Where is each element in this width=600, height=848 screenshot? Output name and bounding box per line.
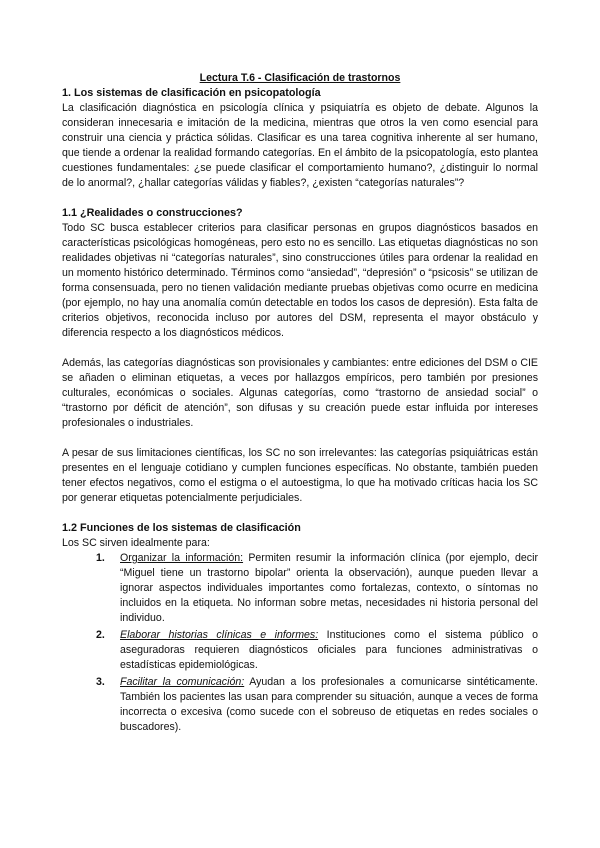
spacer: [62, 341, 538, 356]
section-1-paragraph: La clasificación diagnóstica en psicología clínica y psiquiatría es objeto de debate. Algunos la consideran innecesaria e imitación de la medicina, mientras que otros la ven como esencial para construir una ciencia y práctica sólidas. Clasificar es una tarea cognitiva inherente al ser humano, que tiende a ordenar la realidad formando categorías. En el ámbito de la psicopatología, esto plantea cuestiones fundamentales: ¿se puede clasificar el comportamiento humano?, ¿distinguir lo normal de lo anormal?, ¿hallar categorías válidas y fiables?, ¿existen “categorías naturales”?: [62, 102, 538, 189]
document-body: [62, 71, 538, 737]
section-1-heading: 1. Los sistemas de clasificación en psicopatología: [62, 87, 321, 99]
spacer: [62, 191, 538, 206]
section-1-2-intro: Los SC sirven idealmente para:: [62, 537, 210, 549]
section-1-1-paragraph-3: A pesar de sus limitaciones científicas, los SC no son irrelevantes: las categorías psiquiátricas están presentes en el lenguaje cotidiano y cumplen funciones específicas. No obstante, también pueden tener efectos negativos, como el estigma o el autoestigma, lo que ha motivado críticas hacia los SC por generar etiquetas potencialmente perjudiciales.: [62, 447, 538, 504]
list-item-text: Permiten resumir la información clínica (por ejemplo, decir “Miguel tiene un trastorno bipolar” orienta la observación), aunque pueden llevar a ignorar aspectos individuales importantes como fortalezas, contexto, o síntomas no incluidos en la etiqueta. No informan sobre metas, necesidades ni historia personal del individuo.: [120, 552, 538, 624]
list-item-text: Instituciones como el sistema público o aseguradoras requieren diagnósticos oficiales para funciones administrativas o estadísticas epidemiológicas.: [120, 629, 538, 671]
list-item-number: 3.: [96, 676, 105, 688]
list-item-text: Ayudan a los profesionales a comunicarse sintéticamente. También los pacientes las usan para comprender su situación, aunque a veces de forma incorrecta o excesiva (como sucede con el sobreuso de etiquetas en redes sociales o buscadores).: [120, 676, 539, 733]
section-1-1-paragraph-1: Todo SC busca establecer criterios para clasificar personas en grupos diagnósticos basados en características psicológicas homogéneas, pero esto no es sencillo. Las etiquetas diagnósticas no son realidades objetivas ni “categorías naturales”, sino construcciones útiles para ordenar la realidad en un momento histórico determinado. Términos como “ansiedad”, “depresión” o “psicosis” se utilizan de forma consensuada, pero no tienen validación mediante pruebas objetivas como ocurre en medicina (por ejemplo, no hay una anomalía común detectable en todos los casos de depresión). Esta falta de criterios objetivos, reconocida incluso por autores del DSM, representa el mayor obstáculo y diferencia respecto a los diagnósticos médicos.: [62, 222, 538, 339]
list-item: [62, 551, 538, 626]
list-item-number: 1.: [96, 552, 105, 564]
list-item: [62, 628, 538, 673]
section-1-1-paragraph-2: Además, las categorías diagnósticas son provisionales y cambiantes: entre ediciones del DSM o CIE se añaden o eliminan etiquetas, a veces por hallazgos empíricos, pero también por presiones culturales, económicas o sociales. Algunas categorías, como “trastorno de ansiedad social” o “trastorno por déficit de atención”, son difusas y su creación puede estar influida por intereses profesionales o industriales.: [62, 357, 538, 429]
spacer: [62, 431, 538, 446]
spacer: [62, 506, 538, 521]
section-1-2-heading: 1.2 Funciones de los sistemas de clasificación: [62, 522, 301, 534]
list-item-label: Elaborar historias clínicas e informes:: [120, 629, 319, 641]
list-item-label: Organizar la información:: [120, 552, 244, 564]
section-1-1-heading: 1.1 ¿Realidades o construcciones?: [62, 207, 243, 219]
list-item-label: Facilitar la comunicación:: [120, 676, 245, 688]
functions-list: [62, 551, 538, 735]
list-item: [62, 675, 538, 735]
document-title: Lectura T.6 - Clasificación de trastornos: [199, 72, 401, 84]
list-item-number: 2.: [96, 629, 105, 641]
